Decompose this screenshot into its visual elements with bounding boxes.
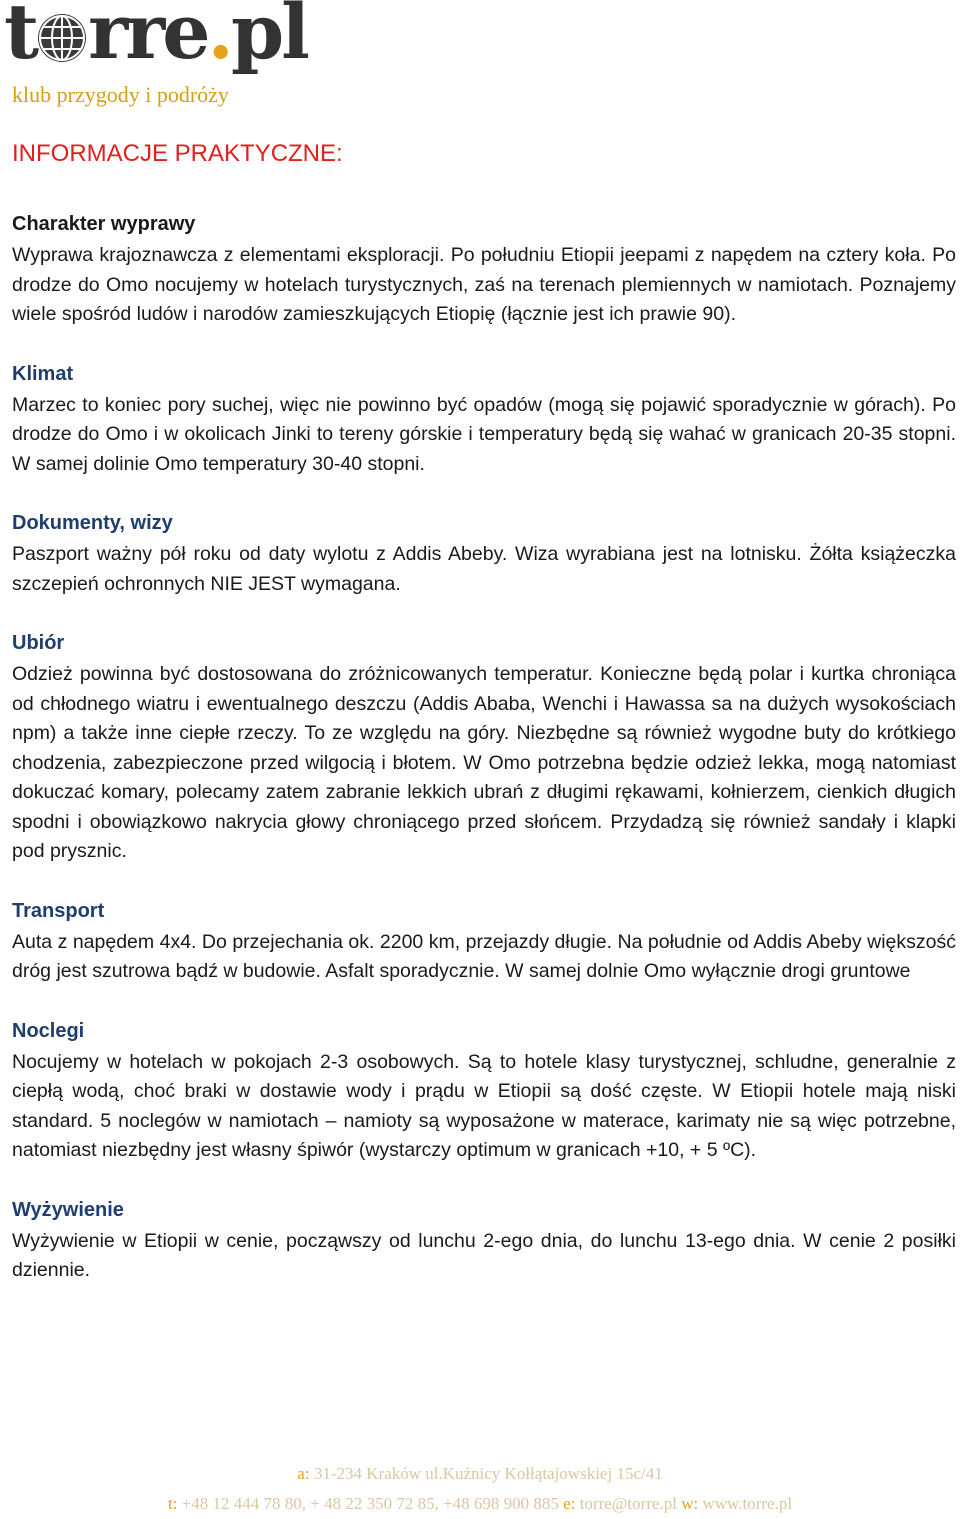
section-title: Klimat bbox=[12, 362, 74, 385]
section-title: Noclegi bbox=[12, 1019, 85, 1042]
section-ubior bbox=[12, 629, 956, 867]
section-charakter bbox=[12, 210, 956, 330]
section-noclegi bbox=[12, 1017, 956, 1166]
section-body: Auta z napędem 4x4. Do przejechania ok. 2200 km, przejazdy długie. Na południe od Addis Abeby większość dróg jest szutrowa bądź w budowie. Asfalt sporadycznie. W samej dolnie Omo wyłącznie drogi gruntowe bbox=[12, 930, 956, 982]
section-transport bbox=[12, 897, 956, 987]
globe-icon bbox=[38, 14, 86, 62]
section-body: Marzec to koniec pory suchej, więc nie powinno być opadów (mogą się pojawić sporadycznie w górach). Po drodze do Omo i w okolicach Jinki to tereny górskie i temperatury będą się wahać w granicach 20-35 stopni. W samej dolinie Omo temperatury 30-40 stopni. bbox=[12, 393, 956, 475]
email-link[interactable]: torre@torre.pl bbox=[579, 1494, 677, 1513]
logo-letter-t: t bbox=[4, 0, 37, 76]
logo-dot: . bbox=[207, 0, 232, 76]
section-title: Wyżywienie bbox=[12, 1198, 124, 1221]
web-label: w: bbox=[681, 1494, 699, 1513]
page-title: INFORMACJE PRAKTYCZNE: bbox=[12, 140, 343, 167]
logo-tagline: klub przygody i podróży bbox=[12, 82, 229, 107]
section-title: Charakter wyprawy bbox=[12, 213, 196, 235]
address-label: a: bbox=[297, 1464, 310, 1483]
phone-label: t: bbox=[167, 1494, 178, 1513]
email-label: e: bbox=[563, 1494, 576, 1513]
section-body: Paszport ważny pół roku od daty wylotu z Addis Abeby. Wiza wyrabiana jest na lotnisku. Żółta książeczka szczepień ochronnych NIE JEST wymagana. bbox=[12, 543, 956, 595]
section-body: Nocujemy w hotelach w pokojach 2-3 osobowych. Są to hotele klasy turystycznej, schludne, generalnie z ciepłą wodą, choć braki w dostawie wody i prądu w Etiopii są dość częste. W Etiopii hotele mają niski standard. 5 noclegów w namiotach – namioty są wyposażone w materace, karimaty nie są więc potrzebne, natomiast niezbędny jest własny śpiwór (wystarczy optimum w granicach +10, + 5 ºC). bbox=[12, 1050, 956, 1161]
section-body: Wyżywienie w Etiopii w cenie, począwszy od lunchu 2-ego dnia, do lunchu 13-ego dnia. W cenie 2 posiłki dziennie. bbox=[12, 1229, 956, 1281]
section-title: Dokumenty, wizy bbox=[12, 512, 173, 534]
section-title: Transport bbox=[12, 899, 105, 922]
logo-letters: rre bbox=[88, 0, 208, 76]
document-content bbox=[12, 140, 956, 1316]
logo[interactable] bbox=[4, 0, 308, 76]
section-body: Wyprawa krajoznawcza z elementami eksploracji. Po południu Etiopii jeepami z napędem na cztery koła. Po drodze do Omo nocujemy w hotelach turystycznych, zaś na terenach plemiennych w namiotach. Poznajemy wiele spośród ludów i narodów zamieszkujących Etiopię (łącznie jest ich prawie 90). bbox=[12, 244, 956, 325]
phone-text: +48 12 444 78 80, + 48 22 350 72 85, +48 698 900 885 bbox=[181, 1494, 559, 1513]
footer-contact-line bbox=[0, 1494, 960, 1514]
section-dokumenty bbox=[12, 509, 956, 599]
web-link[interactable]: www.torre.pl bbox=[702, 1494, 793, 1513]
address-text: 31-234 Kraków ul.Kuźnicy Kołłątajowskiej 15c/41 bbox=[313, 1464, 663, 1483]
section-body: Odzież powinna być dostosowana do zróżnicowanych temperatur. Konieczne będą polar i kurtka chroniąca od chłodnego wiatru i ewentualnego deszczu (Addis Ababa, Wenchi i Hawassa sa na dużych wysokościach npm) a także inne ciepłe rzeczy. To ze względu na góry. Niezbędne są również wygodne buty do krótkiego chodzenia, zabezpieczone przed wilgocią i błotem. W Omo potrzebna będzie odzież lekka, mogą natomiast dokuczać komary, polecamy zatem zabranie lekkich ubrań z długimi rękawami, kołnierzem, cienkich długich spodni i obowiązkowo nakrycia głowy chroniącego przed słońcem. Przydadzą się również sandały i klapki pod prysznic. bbox=[12, 663, 956, 862]
logo-pl: pl bbox=[231, 0, 308, 76]
section-klimat bbox=[12, 360, 956, 480]
header bbox=[0, 0, 340, 112]
footer-address-line bbox=[0, 1464, 960, 1484]
section-title: Ubiór bbox=[12, 632, 65, 654]
section-wyzywienie bbox=[12, 1196, 956, 1286]
